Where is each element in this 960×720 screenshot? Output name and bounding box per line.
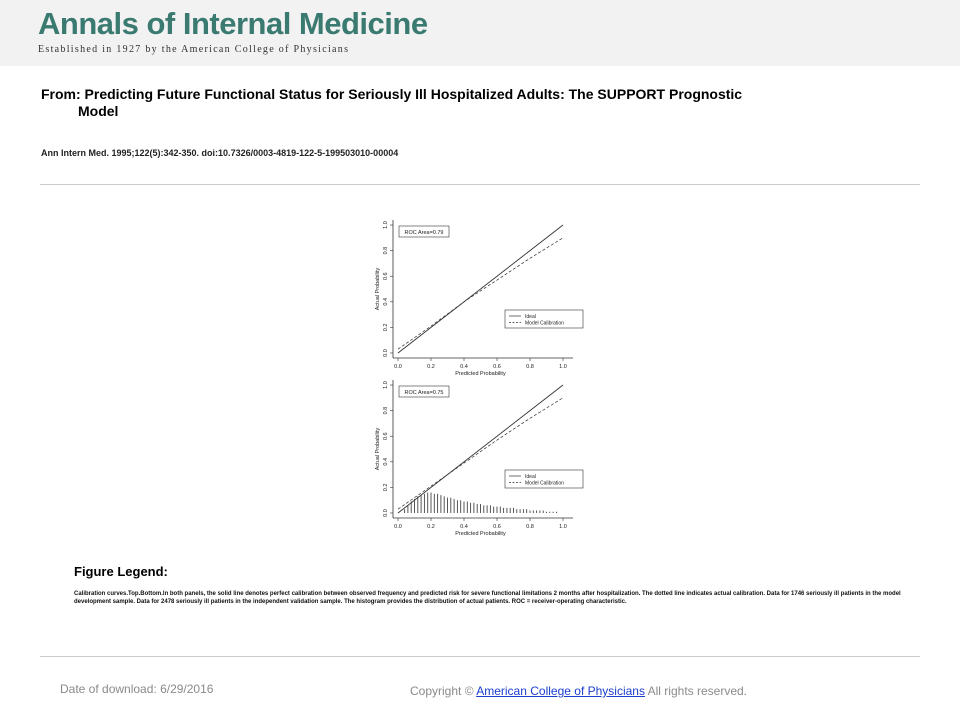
chart-legend	[505, 310, 583, 328]
figure-legend-heading: Figure Legend:	[74, 564, 168, 579]
roc-annotation	[399, 386, 449, 397]
calibration-panel-top	[375, 220, 583, 377]
x-tick-label: 0.4	[460, 524, 468, 530]
roc-annotation-text: ROC Area=0.79	[404, 230, 444, 236]
chart-legend	[505, 470, 583, 488]
x-axis-label: Predicted Probability	[455, 531, 506, 537]
series-line-ideal	[398, 225, 563, 353]
journal-established-tagline: Established in 1927 by the American College of Physicians	[38, 44, 350, 55]
series-line-model-calibration	[398, 238, 563, 349]
legend-label: Model Calibration	[525, 320, 564, 327]
y-tick-label: 0.8	[383, 406, 389, 415]
x-tick-label: 0.2	[427, 524, 435, 530]
x-tick-label: 1.0	[559, 524, 567, 530]
calibration-figure	[368, 215, 588, 545]
article-title-line1: From: Predicting Future Functional Status for Seriously Ill Hospitalized Adults: The SUPPORT Prognostic	[41, 86, 743, 102]
x-tick-label: 0.0	[394, 364, 402, 370]
roc-annotation	[399, 226, 449, 237]
histogram	[405, 493, 557, 513]
x-tick-label: 1.0	[559, 364, 567, 370]
x-tick-label: 0.6	[493, 524, 501, 530]
y-axis-label: Actual Probability	[375, 427, 381, 471]
y-tick-label: 1.0	[383, 221, 389, 229]
y-tick-label: 0.2	[383, 483, 389, 492]
acp-link[interactable]: American College of Physicians	[476, 684, 645, 698]
y-tick-label: 0.0	[383, 509, 389, 517]
y-tick-label: 0.4	[383, 297, 389, 306]
y-tick-label: 0.2	[383, 323, 389, 332]
calibration-panel-bottom	[375, 380, 583, 537]
article-title	[41, 86, 861, 120]
legend-label: Model Calibration	[525, 480, 564, 487]
x-tick-label: 0.8	[526, 364, 534, 370]
divider-top	[40, 184, 920, 185]
x-tick-label: 0.0	[394, 524, 402, 530]
roc-annotation-text: ROC Area=0.75	[404, 390, 444, 396]
x-tick-label: 0.4	[460, 364, 468, 370]
copyright-notice	[410, 684, 747, 698]
x-axis-label: Predicted Probability	[455, 371, 506, 377]
figure-legend-text: Calibration curves.Top.Bottom.In both panels, the solid line denotes perfect calibration between observed frequency and predicted risk for severe functional limitations 2 months after hospitalization. The dotted line indicates actual calibration. Data for 1746 seriously ill patients in the model development sample. Data for 2478 seriously ill patients in the independent validation sample. The histogram provides the distribution of actual patients. ROC = receiver-operating characteristic.	[74, 591, 901, 605]
y-tick-label: 0.6	[383, 432, 389, 441]
x-tick-label: 0.6	[493, 364, 501, 370]
legend-label: Ideal	[525, 314, 536, 320]
y-axis-label: Actual Probability	[375, 267, 381, 311]
journal-name: Annals of Internal Medicine	[38, 6, 428, 41]
y-tick-label: 1.0	[383, 381, 389, 389]
legend-label: Ideal	[525, 474, 536, 480]
y-tick-label: 0.6	[383, 272, 389, 281]
series-line-model-calibration	[398, 398, 563, 509]
article-citation: Ann Intern Med. 1995;122(5):342-350. doi:10.7326/0003-4819-122-5-199503010-00004	[41, 148, 399, 158]
calibration-charts-svg	[368, 215, 588, 545]
y-tick-label: 0.8	[383, 246, 389, 255]
x-tick-label: 0.8	[526, 524, 534, 530]
download-date: Date of download: 6/29/2016	[60, 682, 214, 696]
series-line-ideal	[398, 385, 563, 513]
article-title-line2: Model	[78, 103, 119, 119]
x-tick-label: 0.2	[427, 364, 435, 370]
copyright-suffix: All rights reserved.	[644, 684, 748, 698]
y-tick-label: 0.4	[383, 457, 389, 466]
y-tick-label: 0.0	[383, 349, 389, 357]
journal-banner	[0, 0, 960, 66]
divider-bottom	[40, 656, 920, 657]
copyright-prefix: Copyright ©	[410, 684, 477, 698]
